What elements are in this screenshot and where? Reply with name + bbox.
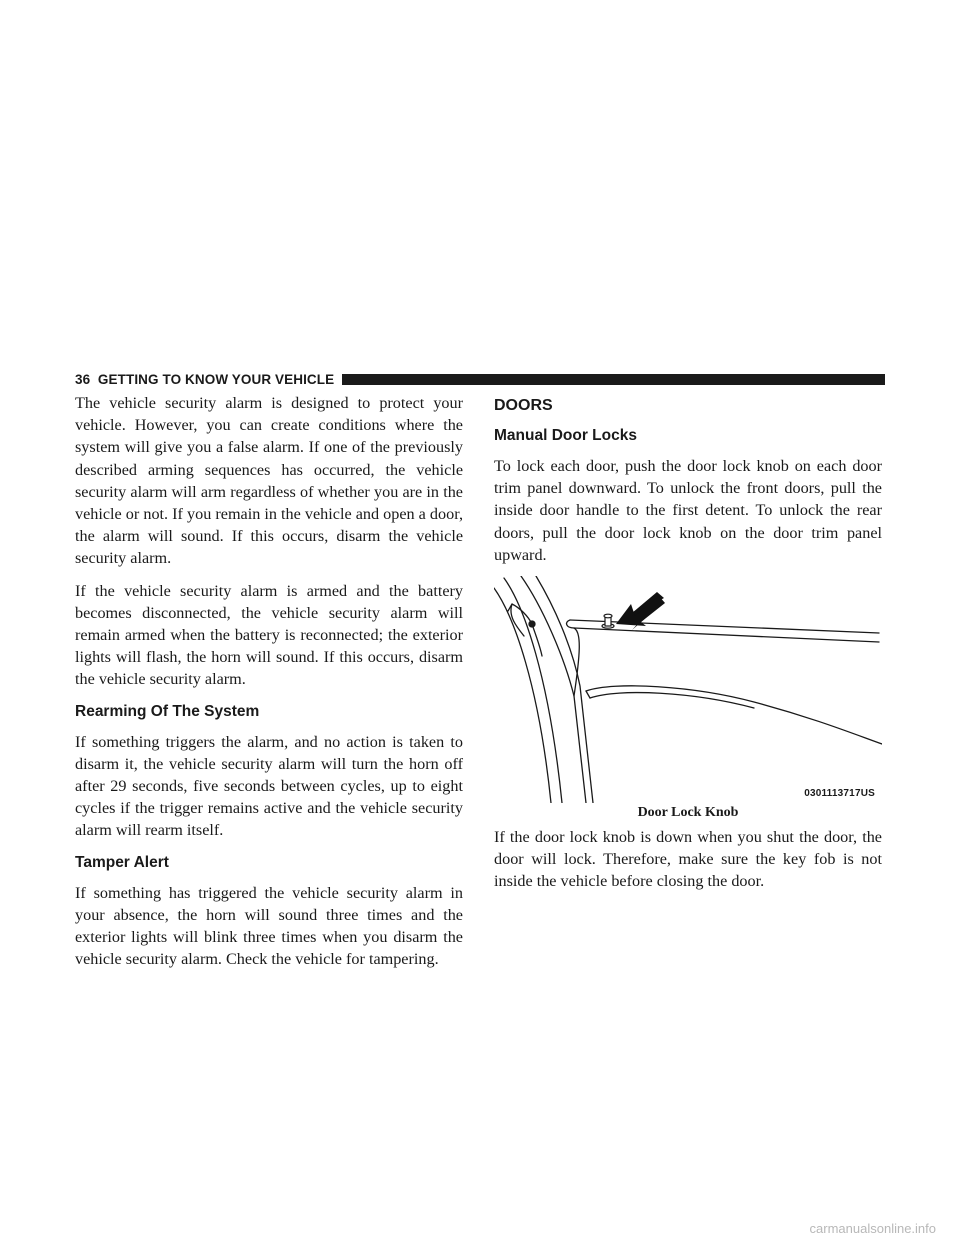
manual-locks-heading: Manual Door Locks [494, 427, 637, 444]
door-lock-figure [494, 576, 882, 803]
manual-locks-paragraph: To lock each door, push the door lock knob on each door trim panel downward. To unlock the front doors, pull the inside door handle to the first detent. To unlock the rear doors, pull the door lock knob on the door trim panel upward. [494, 457, 882, 564]
rearming-paragraph: If something triggers the alarm, and no action is taken to disarm it, the vehicle security alarm will turn the horn off after 29 seconds, five seconds between cycles, up to eight cycles if the trigger remains active and the vehicle security alarm will rearm itself. [75, 732, 463, 840]
right-column [494, 392, 882, 903]
figure-caption: Door Lock Knob [637, 805, 739, 821]
header-rule [342, 374, 885, 385]
page-number: 36 [75, 371, 91, 387]
alarm-paragraph-2: If the vehicle security alarm is armed and the battery becomes disconnected, the vehicle security alarm will remain armed when the battery is reconnected; the exterior lights will flash, the horn will sound. If this occurs, disarm the vehicle security alarm. [75, 581, 463, 689]
tamper-paragraph: If something has triggered the vehicle security alarm in your absence, the horn will sound three times and the exterior lights will blink three times when you disarm the vehicle security alarm. Check the vehicle for tampering. [75, 883, 463, 969]
alarm-paragraph-1: The vehicle security alarm is designed to protect your vehicle. However, you can create conditions where the system will give you a false alarm. If one of the previously described arming sequences has occurred, the vehicle security alarm will arm regardless of whether you are in the vehicle or not. If you remain in the vehicle and open a door, the alarm will sound. If this occurs, disarm the vehicle security alarm. [75, 394, 463, 568]
left-column [75, 392, 463, 980]
rearming-heading: Rearming Of The System [75, 702, 260, 720]
door-lock-illustration [494, 576, 882, 803]
figure-code: 0301113717US [804, 788, 875, 800]
doors-heading: DOORS [494, 397, 553, 414]
header-label [75, 372, 334, 387]
section-title: GETTING TO KNOW YOUR VEHICLE [97, 371, 335, 387]
tamper-heading: Tamper Alert [75, 853, 169, 871]
page-header [75, 368, 885, 390]
door-lock-paragraph: If the door lock knob is down when you shut the door, the door will lock. Therefore, make sure the key fob is not inside the vehicle before closing the door. [494, 828, 882, 891]
watermark: carmanualsonline.info [809, 1221, 936, 1236]
